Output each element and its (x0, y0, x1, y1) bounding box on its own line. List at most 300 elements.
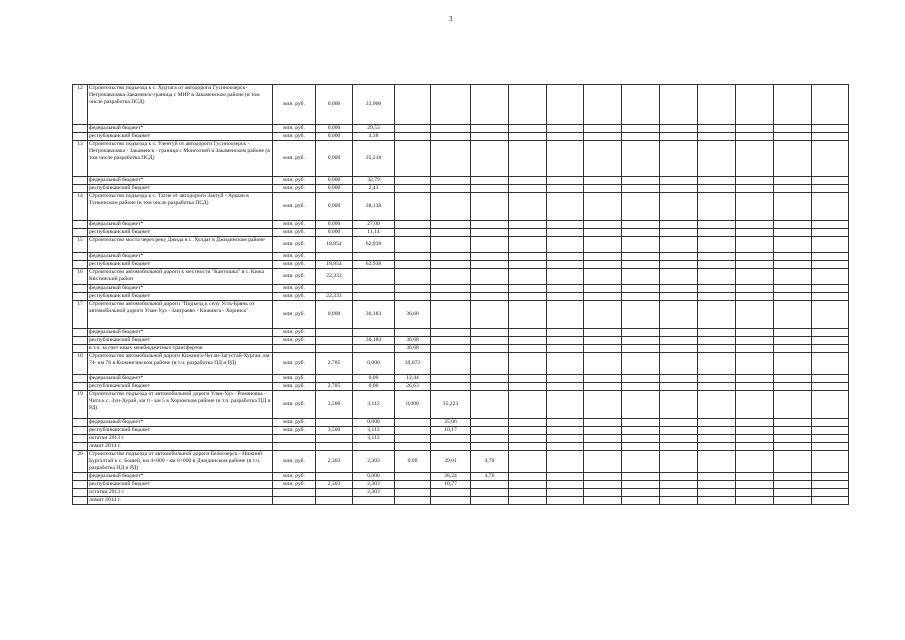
value-cell (660, 489, 698, 497)
value-cell (547, 497, 584, 505)
unit-cell: млн. руб. (273, 125, 316, 133)
value-cell (660, 337, 698, 345)
value-cell (698, 345, 736, 353)
value-cell (471, 489, 509, 497)
value-cell (584, 125, 622, 133)
budget-row (73, 443, 849, 451)
budget-row (73, 345, 849, 353)
value-cell: 29,53 (353, 125, 395, 133)
value-cell (584, 261, 622, 269)
value-cell (698, 261, 736, 269)
value-cell (431, 301, 471, 329)
value-cell (774, 391, 812, 419)
value-cell (547, 489, 584, 497)
project-row (73, 193, 849, 221)
value-cell (509, 133, 547, 141)
value-cell (431, 125, 471, 133)
value-cell (812, 261, 849, 269)
unit-cell: млн. руб. (273, 85, 316, 125)
budget-row (73, 185, 849, 193)
value-cell (698, 301, 736, 329)
value-cell (395, 427, 431, 435)
value-cell (736, 451, 774, 473)
unit-cell: млн. руб. (273, 301, 316, 329)
value-cell (395, 435, 431, 443)
item-name: федеральный бюджет* (88, 253, 273, 261)
project-row (73, 391, 849, 419)
value-cell: 26,63 (395, 383, 431, 391)
value-cell (736, 427, 774, 435)
item-name: республиканский бюджет (88, 133, 273, 141)
value-cell (547, 375, 584, 383)
value-cell (471, 419, 509, 427)
value-cell (812, 237, 849, 253)
value-cell (584, 489, 622, 497)
value-cell (431, 285, 471, 293)
unit-cell: млн. руб. (273, 229, 316, 237)
unit-cell (273, 443, 316, 451)
item-name: остатки 2013 г. (88, 489, 273, 497)
value-cell (547, 301, 584, 329)
value-cell (736, 489, 774, 497)
value-cell (812, 391, 849, 419)
budget-row (73, 285, 849, 293)
value-cell: 36,68 (395, 337, 431, 345)
value-cell (698, 329, 736, 337)
value-cell (622, 473, 660, 481)
value-cell (584, 443, 622, 451)
value-cell (812, 85, 849, 125)
value-cell (471, 237, 509, 253)
value-cell (698, 391, 736, 419)
value-cell (736, 141, 774, 177)
budget-row (73, 253, 849, 261)
value-cell (736, 419, 774, 427)
value-cell (660, 443, 698, 451)
value-cell (316, 489, 353, 497)
value-cell (698, 353, 736, 375)
value-cell (622, 451, 660, 473)
value-cell (736, 353, 774, 375)
value-cell (395, 269, 431, 285)
value-cell (698, 193, 736, 221)
budget-row (73, 125, 849, 133)
value-cell (774, 375, 812, 383)
value-cell (547, 481, 584, 489)
value-cell (431, 193, 471, 221)
value-cell (509, 383, 547, 391)
budget-row (73, 221, 849, 229)
value-cell (471, 293, 509, 301)
value-cell: 30,183 (353, 301, 395, 329)
unit-cell: млн. руб. (273, 293, 316, 301)
value-cell (509, 285, 547, 293)
value-cell (660, 497, 698, 505)
row-number: 19 (73, 391, 88, 419)
value-cell (471, 141, 509, 177)
value-cell: 30,183 (353, 337, 395, 345)
item-name: остатки 2013 г. (88, 435, 273, 443)
value-cell (395, 253, 431, 261)
value-cell (547, 293, 584, 301)
value-cell (736, 237, 774, 253)
value-cell (584, 391, 622, 419)
value-cell (509, 497, 547, 505)
value-cell (660, 383, 698, 391)
value-cell: 0,000 (316, 141, 353, 177)
value-cell (547, 329, 584, 337)
row-number-empty (73, 133, 88, 141)
value-cell (660, 301, 698, 329)
value-cell (736, 473, 774, 481)
row-number-empty (73, 293, 88, 301)
value-cell (736, 497, 774, 505)
value-cell (736, 177, 774, 185)
value-cell (509, 125, 547, 133)
item-name: Строительство подъезда к с. Тагне от автодороги Зактуй - Аршан в Тункинском районе (в том числе разработка ПСД) (88, 193, 273, 221)
item-name: лимит 2014 г. (88, 443, 273, 451)
value-cell (736, 285, 774, 293)
value-cell (509, 229, 547, 237)
value-cell (774, 435, 812, 443)
value-cell (431, 337, 471, 345)
value-cell (471, 481, 509, 489)
value-cell (774, 301, 812, 329)
value-cell (774, 497, 812, 505)
value-cell (431, 443, 471, 451)
value-cell: 38,138 (353, 193, 395, 221)
value-cell (812, 481, 849, 489)
value-cell (774, 383, 812, 391)
value-cell (584, 85, 622, 125)
value-cell (660, 353, 698, 375)
unit-cell: млн. руб. (273, 353, 316, 375)
value-cell (395, 221, 431, 229)
value-cell: 2,303 (353, 481, 395, 489)
value-cell (547, 193, 584, 221)
value-cell (584, 419, 622, 427)
value-cell (736, 301, 774, 329)
item-name: федеральный бюджет* (88, 177, 273, 185)
page-number: 3 (449, 15, 453, 23)
value-cell (395, 489, 431, 497)
value-cell (774, 329, 812, 337)
value-cell (698, 133, 736, 141)
item-name: федеральный бюджет* (88, 221, 273, 229)
value-cell: 18,854 (316, 237, 353, 253)
value-cell (698, 383, 736, 391)
value-cell (774, 221, 812, 229)
value-cell (584, 427, 622, 435)
value-cell: 2,785 (316, 383, 353, 391)
value-cell (736, 253, 774, 261)
value-cell (812, 301, 849, 329)
unit-cell: млн. руб. (273, 451, 316, 473)
value-cell (812, 177, 849, 185)
value-cell (736, 481, 774, 489)
value-cell (660, 375, 698, 383)
value-cell (622, 391, 660, 419)
value-cell (509, 481, 547, 489)
value-cell (395, 293, 431, 301)
row-number-empty (73, 177, 88, 185)
value-cell (547, 419, 584, 427)
value-cell (698, 285, 736, 293)
value-cell (660, 237, 698, 253)
value-cell (431, 435, 471, 443)
unit-cell: млн. руб. (273, 329, 316, 337)
value-cell: 11,14 (353, 229, 395, 237)
value-cell: 22,333 (316, 293, 353, 301)
value-cell: 35,223 (431, 391, 471, 419)
value-cell (660, 269, 698, 285)
value-cell (509, 427, 547, 435)
value-cell: 22,333 (316, 269, 353, 285)
value-cell (471, 435, 509, 443)
value-cell (584, 229, 622, 237)
value-cell (584, 141, 622, 177)
project-row (73, 353, 849, 375)
value-cell (471, 269, 509, 285)
value-cell (812, 253, 849, 261)
value-cell (316, 345, 353, 353)
row-number-empty (73, 375, 88, 383)
value-cell (698, 473, 736, 481)
unit-cell: млн. руб. (273, 427, 316, 435)
value-cell (353, 497, 395, 505)
value-cell: 3,112 (353, 427, 395, 435)
value-cell (774, 285, 812, 293)
value-cell (736, 193, 774, 221)
value-cell (509, 141, 547, 177)
value-cell (736, 85, 774, 125)
value-cell (584, 253, 622, 261)
value-cell (660, 427, 698, 435)
value-cell: 0,00 (395, 451, 431, 473)
value-cell (812, 345, 849, 353)
row-number-empty (73, 253, 88, 261)
value-cell (698, 221, 736, 229)
item-name: республиканский бюджет (88, 261, 273, 269)
value-cell (622, 353, 660, 375)
value-cell (584, 473, 622, 481)
row-number-empty (73, 345, 88, 353)
row-number-empty (73, 481, 88, 489)
value-cell (584, 497, 622, 505)
value-cell (509, 221, 547, 229)
row-number-empty (73, 419, 88, 427)
value-cell (622, 329, 660, 337)
budget-row (73, 293, 849, 301)
value-cell (547, 85, 584, 125)
value-cell (622, 293, 660, 301)
value-cell (660, 253, 698, 261)
item-name: федеральный бюджет* (88, 375, 273, 383)
value-cell (812, 375, 849, 383)
value-cell (471, 337, 509, 345)
value-cell (316, 285, 353, 293)
row-number-empty (73, 329, 88, 337)
value-cell (622, 133, 660, 141)
value-cell (509, 329, 547, 337)
value-cell (622, 221, 660, 229)
value-cell (698, 427, 736, 435)
value-cell (736, 229, 774, 237)
value-cell (547, 337, 584, 345)
value-cell (584, 301, 622, 329)
value-cell (736, 443, 774, 451)
item-name: Строительство автомобильной дороги "Подъезд к селу Усть-Брянь от автомобильной дороги Улан-Удэ - Заиграево - Кижинга - Хоринск" (88, 301, 273, 329)
value-cell: 2,303 (316, 451, 353, 473)
value-cell (622, 237, 660, 253)
value-cell (698, 229, 736, 237)
value-cell (698, 435, 736, 443)
value-cell (774, 193, 812, 221)
row-number: 17 (73, 301, 88, 329)
value-cell (774, 481, 812, 489)
value-cell (622, 419, 660, 427)
value-cell (736, 185, 774, 193)
item-name: Строительство подъезда от автомобильной дороги Улан-Удэ - Романовка - Чита к с. Зун-Хурай, км 0 - км 5 в Хоринском районе (в т.ч. разработка ПД и РД) (88, 391, 273, 419)
unit-cell: млн. руб. (273, 237, 316, 253)
value-cell (774, 269, 812, 285)
item-name: республиканский бюджет (88, 383, 273, 391)
value-cell (698, 489, 736, 497)
value-cell: 2,43 (353, 185, 395, 193)
value-cell (471, 133, 509, 141)
value-cell (660, 435, 698, 443)
value-cell (584, 185, 622, 193)
value-cell (622, 285, 660, 293)
value-cell (660, 141, 698, 177)
value-cell (622, 269, 660, 285)
value-cell (736, 337, 774, 345)
value-cell (812, 451, 849, 473)
value-cell (736, 221, 774, 229)
value-cell (736, 375, 774, 383)
value-cell (698, 293, 736, 301)
value-cell (774, 85, 812, 125)
value-cell (584, 177, 622, 185)
value-cell (547, 221, 584, 229)
value-cell (622, 177, 660, 185)
row-number-empty (73, 497, 88, 505)
value-cell (547, 269, 584, 285)
value-cell (471, 185, 509, 193)
budget-row (73, 329, 849, 337)
value-cell (509, 185, 547, 193)
item-name: республиканский бюджет (88, 481, 273, 489)
value-cell (622, 193, 660, 221)
unit-cell: млн. руб. (273, 185, 316, 193)
value-cell (431, 141, 471, 177)
value-cell (812, 133, 849, 141)
value-cell (774, 337, 812, 345)
unit-cell: млн. руб. (273, 269, 316, 285)
value-cell (698, 269, 736, 285)
value-cell (774, 125, 812, 133)
unit-cell: млн. руб. (273, 261, 316, 269)
value-cell (584, 481, 622, 489)
value-cell (812, 419, 849, 427)
value-cell (698, 419, 736, 427)
row-number-empty (73, 185, 88, 193)
value-cell (395, 419, 431, 427)
value-cell (431, 489, 471, 497)
value-cell (774, 443, 812, 451)
value-cell (584, 133, 622, 141)
project-row (73, 451, 849, 473)
row-number-empty (73, 229, 88, 237)
value-cell: 0,000 (316, 185, 353, 193)
value-cell (812, 353, 849, 375)
value-cell (622, 337, 660, 345)
value-cell: 0,000 (316, 301, 353, 329)
value-cell: 18,854 (316, 261, 353, 269)
item-name: республиканский бюджет (88, 229, 273, 237)
budget-table (72, 84, 849, 505)
value-cell (471, 85, 509, 125)
unit-cell: млн. руб. (273, 133, 316, 141)
value-cell: 0,000 (316, 221, 353, 229)
unit-cell: млн. руб. (273, 337, 316, 345)
value-cell (736, 125, 774, 133)
value-cell (353, 293, 395, 301)
value-cell (812, 125, 849, 133)
value-cell (774, 253, 812, 261)
value-cell (547, 451, 584, 473)
value-cell (622, 443, 660, 451)
value-cell (812, 141, 849, 177)
value-cell (812, 269, 849, 285)
value-cell (431, 133, 471, 141)
value-cell (660, 133, 698, 141)
value-cell (660, 419, 698, 427)
value-cell (547, 383, 584, 391)
value-cell (431, 253, 471, 261)
value-cell (547, 353, 584, 375)
unit-cell (273, 489, 316, 497)
value-cell: 25,06 (431, 419, 471, 427)
value-cell (774, 237, 812, 253)
value-cell (509, 419, 547, 427)
value-cell (509, 353, 547, 375)
value-cell: 4,70 (471, 451, 509, 473)
value-cell (660, 185, 698, 193)
unit-cell: млн. руб. (273, 419, 316, 427)
value-cell: 2,785 (316, 353, 353, 375)
value-cell (431, 261, 471, 269)
budget-row (73, 383, 849, 391)
value-cell (698, 125, 736, 133)
value-cell (622, 435, 660, 443)
value-cell (584, 285, 622, 293)
value-cell (471, 345, 509, 353)
value-cell (395, 481, 431, 489)
value-cell: 2,303 (353, 451, 395, 473)
value-cell (774, 419, 812, 427)
value-cell: 0,000 (316, 177, 353, 185)
value-cell (622, 301, 660, 329)
row-number-empty (73, 489, 88, 497)
value-cell (547, 345, 584, 353)
budget-row (73, 435, 849, 443)
value-cell: 0,000 (316, 133, 353, 141)
row-number: 16 (73, 269, 88, 285)
value-cell (774, 489, 812, 497)
value-cell (584, 383, 622, 391)
project-row (73, 237, 849, 253)
